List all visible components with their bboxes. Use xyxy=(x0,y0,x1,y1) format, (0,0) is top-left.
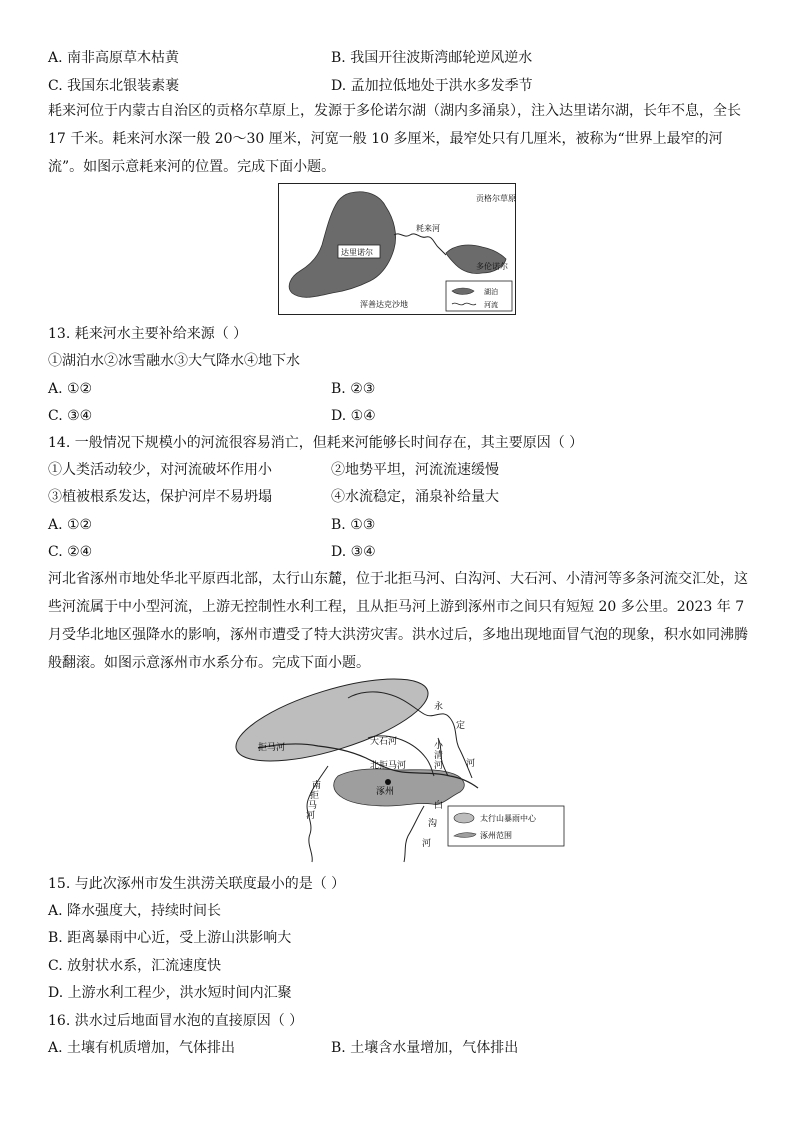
legend-range-label: 涿州范围 xyxy=(480,831,512,840)
map2-legend xyxy=(448,806,564,846)
label-he-baigou: 河 xyxy=(422,839,432,849)
q14-choice-2: ②地势平坦，河流流速缓慢 xyxy=(331,462,499,478)
q13-option-a: A. ①② xyxy=(48,381,93,397)
label-he-xiaoqing: 河 xyxy=(434,761,444,771)
map-haolai-river xyxy=(278,183,516,315)
q15-stem: 15. 与此次涿州市发生洪涝关联度最小的是（ ） xyxy=(48,876,346,892)
q13-stem: 13. 耗来河水主要补给来源（ ） xyxy=(48,326,248,342)
q12-option-c: C. 我国东北银装素裹 xyxy=(48,78,180,94)
label-zhuozhou: 涿州 xyxy=(376,787,395,797)
label-bai: 白 xyxy=(434,801,444,811)
legend-river-label: 河流 xyxy=(484,301,498,309)
q15-option-d: D. 上游水利工程少，洪水短时间内汇聚 xyxy=(48,985,292,1001)
label-juma-river: 拒马河 xyxy=(258,743,286,753)
q13-option-c: C. ③④ xyxy=(48,408,93,424)
q12-option-a: A. 南非高原草木枯黄 xyxy=(48,50,180,66)
q14-choice-1: ①人类活动较少，对河流破坏作用小 xyxy=(48,462,272,478)
q14-choice-3: ③植被根系发达，保护河岸不易坍塌 xyxy=(48,489,272,505)
q15-option-b: B. 距离暴雨中心近，受上游山洪影响大 xyxy=(48,930,292,946)
q14-option-b: B. ①③ xyxy=(331,517,376,533)
legend-lake-label: 湖泊 xyxy=(484,288,498,296)
legend-storm-icon xyxy=(454,813,474,823)
label-gou: 沟 xyxy=(428,819,438,829)
q12-option-d: D. 孟加拉低地处于洪水多发季节 xyxy=(331,78,533,94)
q16-option-a: A. 土壤有机质增加，气体排出 xyxy=(48,1040,236,1056)
legend-storm-label: 太行山暴雨中心 xyxy=(480,814,536,823)
q16-option-b: B. 土壤含水量增加，气体排出 xyxy=(331,1040,519,1056)
q14-option-a: A. ①② xyxy=(48,517,93,533)
label-north-juma-river: 北拒马河 xyxy=(370,761,407,771)
duolun-nur-label: 多伦诺尔 xyxy=(476,262,508,271)
label-yong: 永 xyxy=(434,702,444,712)
label-he-yongding: 河 xyxy=(466,759,476,769)
haolai-river-label: 耗来河 xyxy=(416,224,440,233)
label-qing: 清 xyxy=(434,751,444,761)
q14-option-c: C. ②④ xyxy=(48,544,93,560)
q13-option-d: D. ①④ xyxy=(331,408,376,424)
zhuozhou-city-dot xyxy=(385,779,391,785)
q12-option-b: B. 我国开往波斯湾邮轮逆风逆水 xyxy=(331,50,533,66)
map-zhuozhou-rivers xyxy=(228,678,568,864)
q15-option-c: C. 放射状水系，汇流速度快 xyxy=(48,958,222,974)
q13-option-b: B. ②③ xyxy=(331,381,376,397)
label-xiao: 小 xyxy=(434,741,444,751)
q14-option-d: D. ③④ xyxy=(331,544,376,560)
dali-nur-label: 达里诺尔 xyxy=(341,248,373,257)
label-ju: 拒 xyxy=(310,791,320,801)
label-ma: 马 xyxy=(308,801,318,811)
label-ding: 定 xyxy=(456,721,466,731)
map1-legend xyxy=(446,281,512,311)
grassland-label: 贡格尔草原 xyxy=(476,194,516,203)
label-he-nanjuma: 河 xyxy=(306,811,316,821)
baigou-river-line xyxy=(404,806,424,862)
q15-option-a: A. 降水强度大，持续时间长 xyxy=(48,903,222,919)
q16-stem: 16. 洪水过后地面冒水泡的直接原因（ ） xyxy=(48,1013,304,1029)
label-dashi-river: 大石河 xyxy=(370,737,398,747)
q13-choices: ①湖泊水②冰雪融水③大气降水④地下水 xyxy=(48,353,300,369)
q14-choice-4: ④水流稳定，涌泉补给量大 xyxy=(331,489,499,505)
passage-haolai-river: 耗来河位于内蒙古自治区的贡格尔草原上，发源于多伦诺尔湖（湖内多涌泉），注入达里诺尔湖，长年不息，全长 17 千米。耗来河水深一般 20～30 厘米，河宽一般 10 多厘米，最窄处只有几厘米，被称为“世界上最窄的河流”。如图示意耗来河的位置。完成下面小题。 xyxy=(48,103,741,175)
q14-stem: 14. 一般情况下规模小的河流很容易消亡，但耗来河能够长时间存在，其主要原因（ ） xyxy=(48,435,584,451)
desert-label: 浑善达克沙地 xyxy=(360,300,408,309)
passage-zhuozhou-flood: 河北省涿州市地处华北平原西北部，太行山东麓，位于北拒马河、白沟河、大石河、小清河等多条河流交汇处，这些河流属于中小型河流，上游无控制性水利工程，且从拒马河上游到涿州市之间只有短短 20 多公里。2023 年 7 月受华北地区强降水的影响，涿州市遭受了特大洪涝灾害。洪水过后，多地出现地面冒气泡的现象，积水如同沸腾般翻滚。如图示意涿州市水系分布。完成下面小题。 xyxy=(48,571,748,671)
label-nan: 南 xyxy=(312,781,322,791)
